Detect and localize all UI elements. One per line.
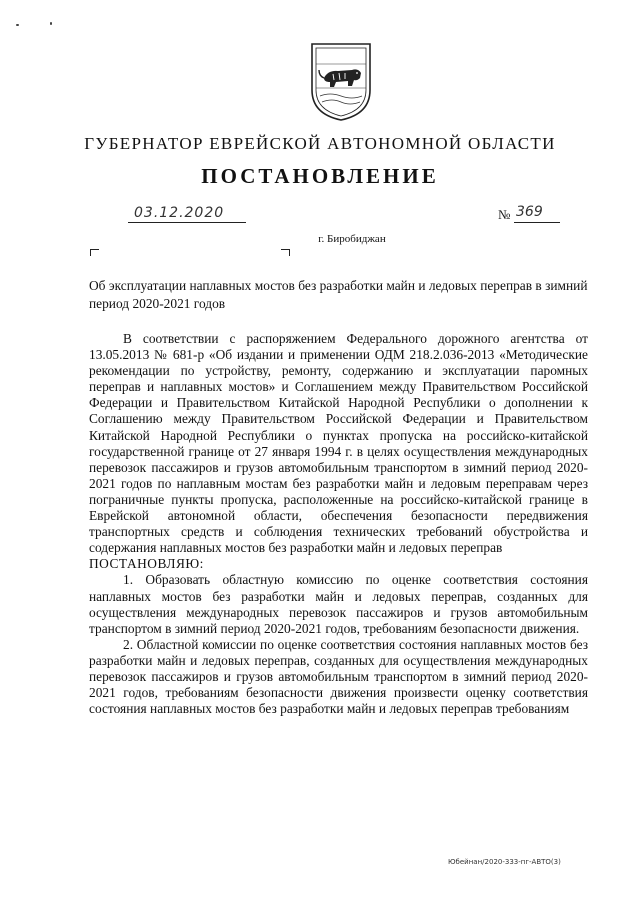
number-underline: [514, 222, 560, 223]
date-underline: [128, 222, 246, 223]
tiger-shield-emblem-icon: [306, 40, 376, 122]
document-subject: Об эксплуатации наплавных мостов без разработки майн и ледовых переправ в зимний период 2020-2021 годов: [89, 278, 588, 311]
scan-speck: [50, 22, 52, 25]
document-body: [89, 331, 588, 717]
document-date: 03.12.2020: [134, 205, 225, 221]
number-label: №: [498, 207, 511, 222]
document-reference: Юбейнан/2020-333-пг-АВТО(3): [448, 858, 561, 866]
document-number: 369: [516, 204, 543, 220]
scan-speck: [16, 24, 19, 26]
item-2-paragraph: 2. Областной комиссии по оценке соответствия состояния наплавных мостов без разработки майн и ледовых переправ, созданных для осуществления международных перевозок пассажиров и грузов автомобильным транспортом в зимний период 2020-2021 годов, требованиям безопасности движения произвести оценку соответствия состояния наплавных мостов без разработки майн и ледовых переправ требованиям: [89, 636, 588, 717]
subject-bracket-right: [281, 249, 290, 256]
decree-word: ПОСТАНОВЛЯЮ:: [89, 556, 204, 572]
document-type: ПОСТАНОВЛЕНИЕ: [201, 164, 439, 188]
subject-bracket-left: [90, 249, 99, 256]
item-1-paragraph: 1. Образовать областную комиссию по оценке соответствия состояния наплавных мостов без разработки майн и ледовых переправ, созданных для осуществления международных перевозок пассажиров и грузов автомобильным транспортом в зимний период 2020-2021 годов, требованиям безопасности движения.: [89, 572, 588, 636]
issuer-title: ГУБЕРНАТОР ЕВРЕЙСКОЙ АВТОНОМНОЙ ОБЛАСТИ: [84, 134, 556, 153]
city-label: г. Биробиджан: [318, 233, 386, 245]
preamble-paragraph: В соответствии с распоряжением Федерального дорожного агентства от 13.05.2013 № 681-р «Об издании и применении ОДМ 218.2.036-2013 «Методические рекомендации по устройству, ремонту, содержанию и эксплуатации паромных переправ и наплавных мостов» и Соглашением между Правительством Российской Федерации и Правительством Китайской Народной Республики о дополнении к Соглашению между Правительством Российской Федерации и Правительством Китайской Народной Республики о пунктах пропуска на российско-китайской государственной границе от 27 января 1994 г. в целях осуществления международных перевозок пассажиров и грузов автомобильным транспортом в зимний период 2020-2021 годов по наплавным мостам без разработки майн и ледовым переправам через пограничные пункты пропуска, расположенные на российско-китайской границе в Еврейской автономной области, обеспечения безопасности передвижения транспортных средств и соблюдения технических требований обустройства и содержания наплавных мостов без разработки майн и ледовых переправ: [89, 331, 588, 556]
